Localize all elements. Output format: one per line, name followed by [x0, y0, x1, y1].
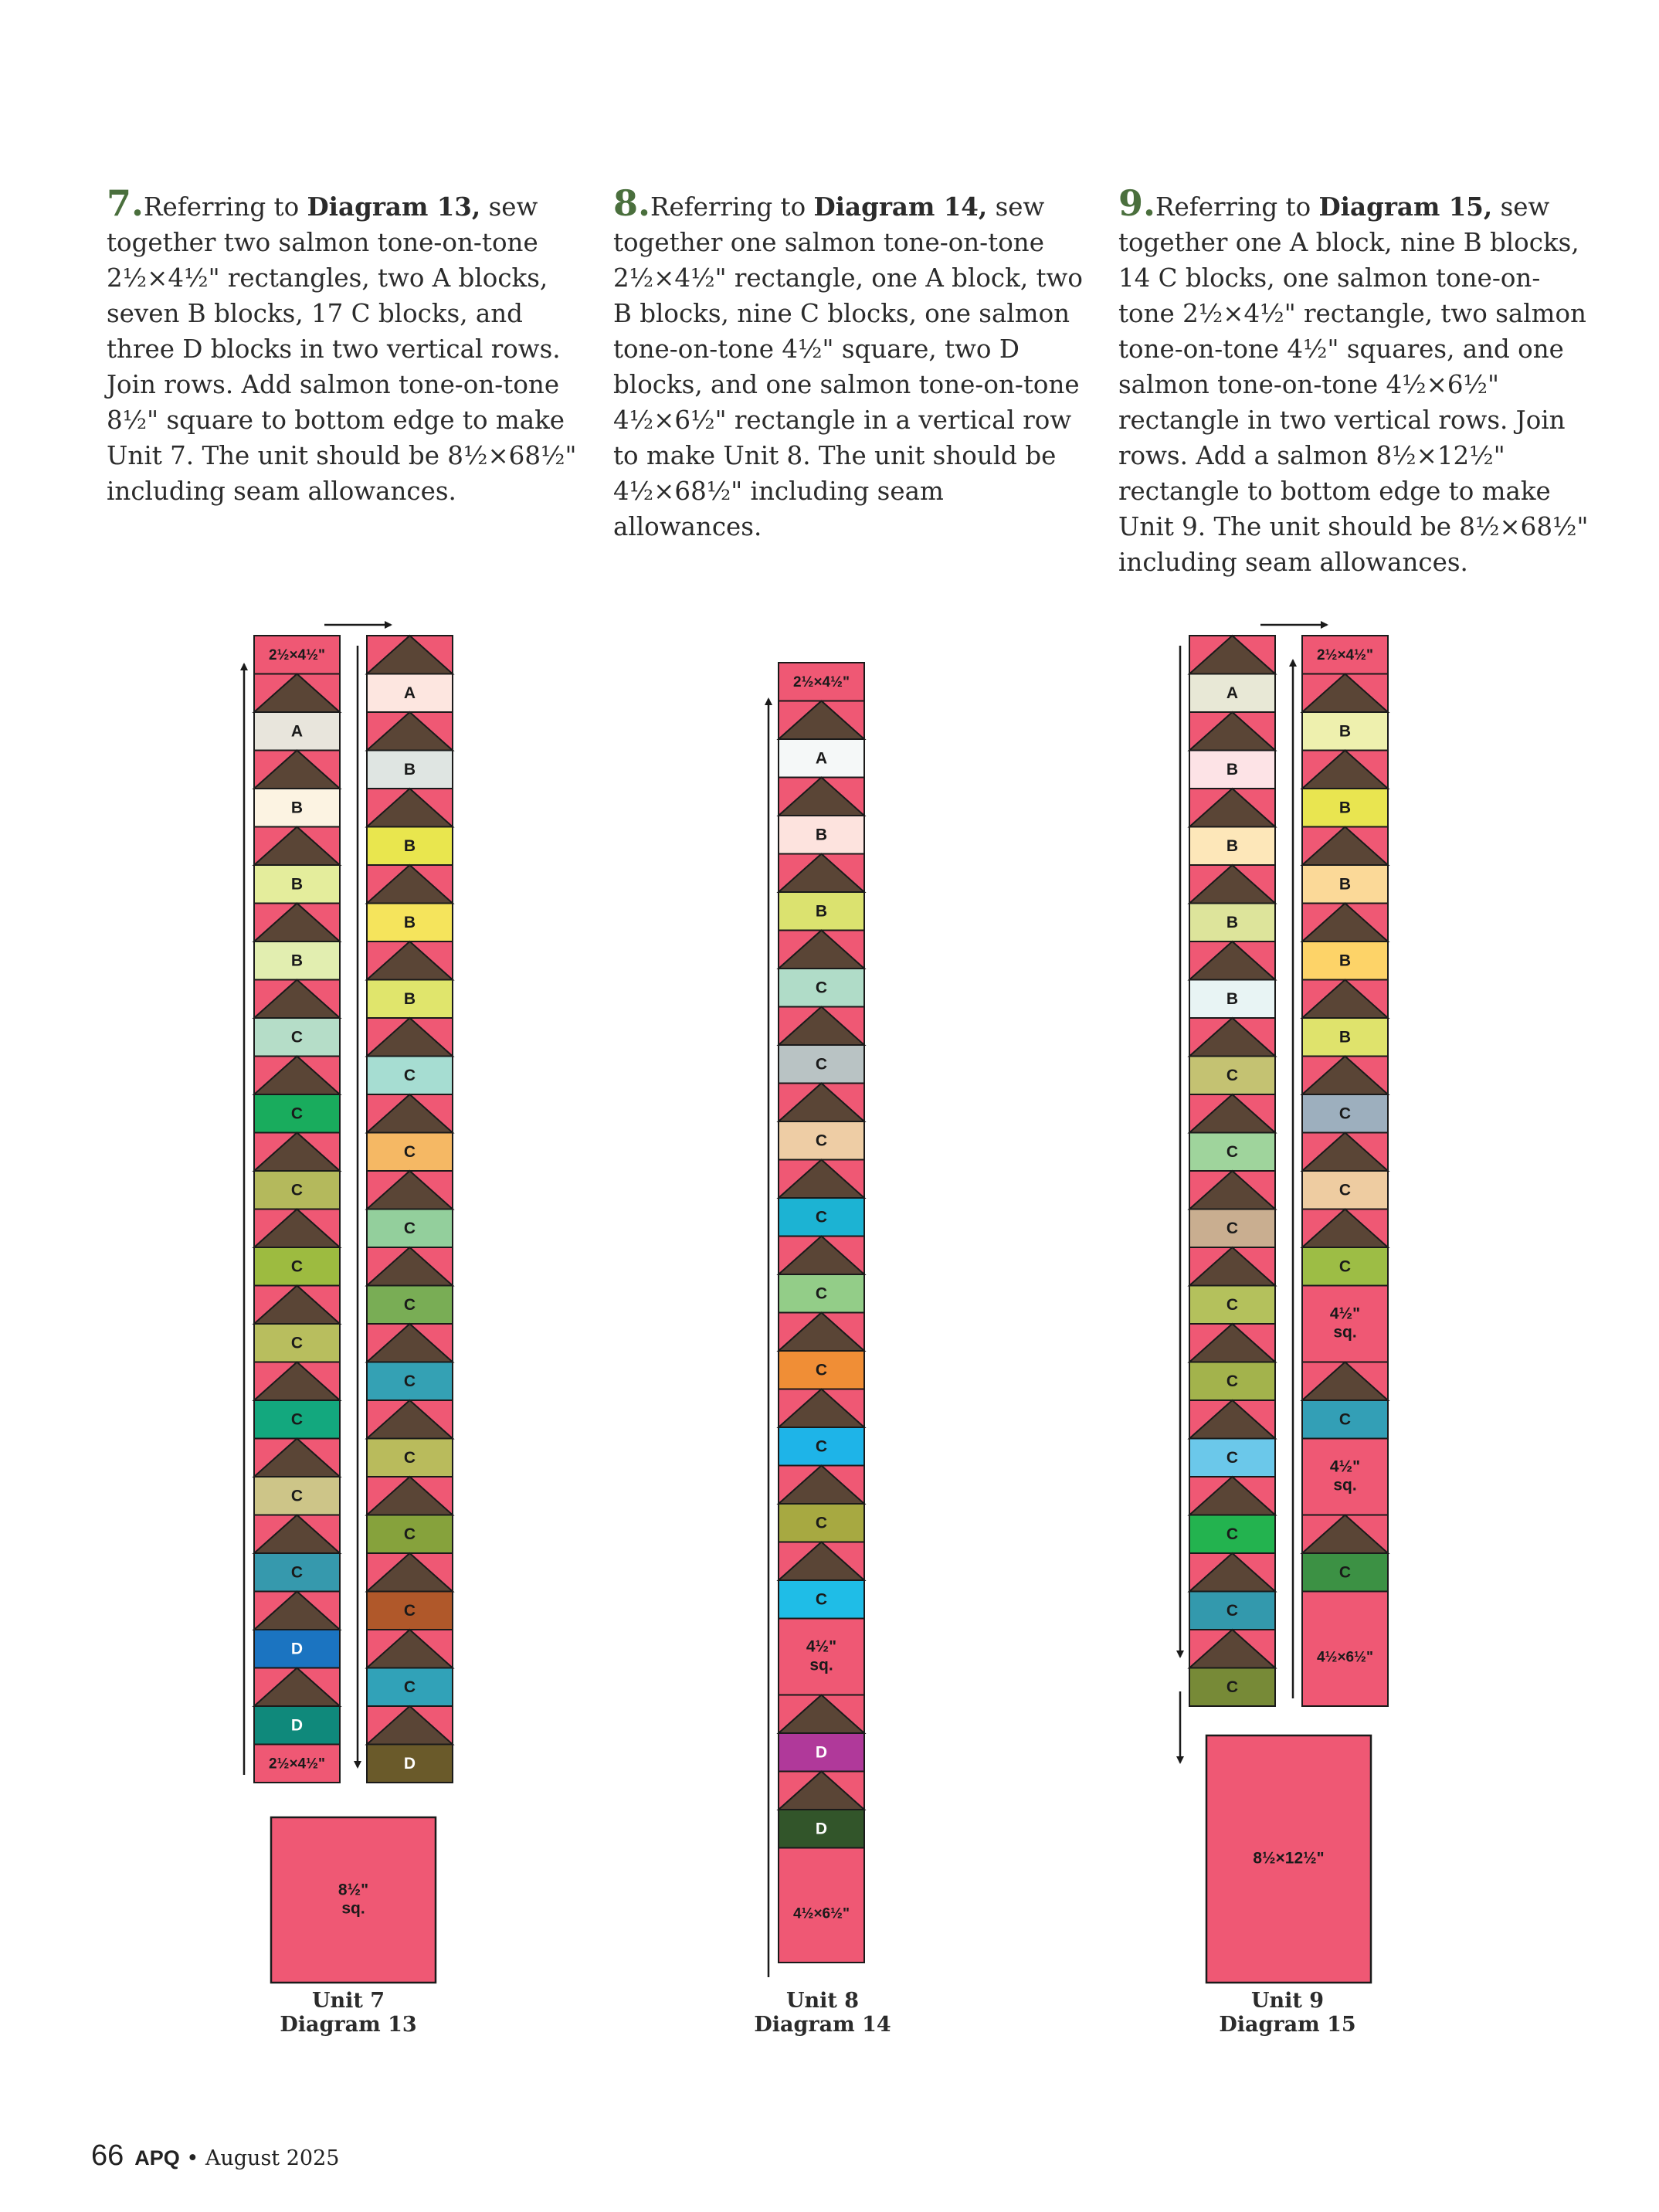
block-letter: C	[1338, 1410, 1352, 1429]
flying-geese-block-c	[367, 1171, 453, 1247]
block-letter: C	[1226, 1142, 1239, 1161]
block-letter: B	[1226, 913, 1239, 931]
flying-geese-block-c	[1189, 1400, 1275, 1477]
piece-size-label: 8½×12½"	[1253, 1849, 1325, 1868]
block-letter: C	[1226, 1448, 1239, 1467]
block-letter: C	[403, 1295, 416, 1314]
flying-geese-block-c	[367, 1018, 453, 1094]
flying-geese-block-c	[367, 1247, 453, 1324]
diagram-title: Diagram 14	[754, 2013, 891, 2037]
block-letter: B	[1338, 722, 1352, 741]
unit-label: Unit 7	[311, 1989, 385, 2013]
flying-geese-block-c	[254, 1133, 340, 1209]
block-letter: C	[403, 1601, 416, 1620]
piece-size-label: sq.	[1333, 1323, 1357, 1342]
salmon-rectangle-4-5x6-5	[779, 1848, 864, 1963]
block-letter: C	[815, 1590, 828, 1609]
block-letter: C	[290, 1028, 304, 1047]
diagram-15-caption	[1148, 1989, 1427, 2037]
block-letter: C	[290, 1257, 304, 1276]
block-letter: D	[290, 1640, 304, 1658]
step-text: sew together two salmon tone-on-tone 2½×4½" rectangles, two A blocks, seven B blocks, 17 C blocks, and three D blocks in two vertical rows. Join rows. Add salmon tone-on-tone 8½" square to bottom edge to make Unit 7. The unit should be 8½×68½" including seam allowances.	[107, 192, 577, 506]
step-number: 7.	[107, 182, 144, 224]
flying-geese-block-b	[367, 712, 453, 789]
block-letter: C	[815, 1284, 828, 1303]
diagram-reference: Diagram 13,	[307, 192, 481, 222]
piece-size-label: 2½×4½"	[1317, 646, 1373, 663]
step-number: 9.	[1118, 182, 1156, 224]
flying-geese-block-c	[779, 1007, 864, 1084]
flying-geese-block-c	[779, 1084, 864, 1160]
piece-size-label: sq.	[1333, 1476, 1357, 1494]
block-letter: D	[403, 1754, 416, 1773]
block-letter: C	[290, 1563, 304, 1582]
piece-size-label: 2½×4½"	[793, 673, 850, 690]
flying-geese-block-b	[1302, 904, 1388, 980]
block-letter: C	[403, 1219, 416, 1237]
diagram-14	[768, 663, 864, 1977]
flying-geese-block-c	[1189, 1018, 1275, 1094]
page-number: 66	[91, 2139, 124, 2172]
flying-geese-block-c	[1189, 1630, 1275, 1706]
step-text: sew together one salmon tone-on-tone 2½×4½" rectangle, one A block, two B blocks, nine C blocks, one salmon tone-on-tone 4½" square, two D blocks, and one salmon tone-on-tone 4½×6½" rectangle in a vertical row to make Unit 8. The unit should be 4½×68½" including seam allowances.	[613, 192, 1083, 541]
flying-geese-block-c	[779, 1160, 864, 1237]
flying-geese-block-c	[1189, 1477, 1275, 1553]
flying-geese-block-c	[367, 1553, 453, 1630]
flying-geese-block-c	[1302, 1362, 1388, 1439]
flying-geese-block-c	[254, 1362, 340, 1439]
salmon-square-4-5	[779, 1619, 864, 1695]
flying-geese-block-c	[1302, 1133, 1388, 1209]
piece-size-label: 4½"	[1329, 1457, 1361, 1476]
unit-label: Unit 9	[1250, 1989, 1325, 2013]
flying-geese-block-c	[254, 1057, 340, 1133]
flying-geese-block-b	[1302, 980, 1388, 1057]
flying-geese-block-c	[1189, 1171, 1275, 1247]
block-letter: C	[815, 1437, 828, 1456]
block-letter: B	[815, 826, 828, 844]
flying-geese-block-b	[254, 751, 340, 827]
piece-size-label: 4½"	[806, 1637, 837, 1656]
block-letter: B	[290, 952, 304, 970]
flying-geese-block-b	[1302, 674, 1388, 751]
flying-geese-block-a	[367, 636, 453, 712]
diagram-14-caption	[684, 1989, 962, 2037]
flying-geese-block-c	[367, 1630, 453, 1706]
block-letter: A	[290, 722, 304, 741]
salmon-rectangle-2-5x4-5	[254, 636, 340, 674]
block-letter: C	[1226, 1219, 1239, 1237]
block-letter: C	[1226, 1601, 1239, 1620]
block-letter: B	[1338, 799, 1352, 817]
flying-geese-block-c	[254, 980, 340, 1057]
block-letter: B	[815, 902, 828, 921]
block-letter: C	[1226, 1295, 1239, 1314]
block-letter: B	[1226, 836, 1239, 855]
block-letter: C	[1338, 1563, 1352, 1582]
flying-geese-block-c	[1302, 1515, 1388, 1592]
block-letter: B	[1338, 952, 1352, 970]
block-letter: D	[290, 1716, 304, 1735]
flying-geese-block-c	[1189, 1247, 1275, 1324]
flying-geese-block-b	[1189, 712, 1275, 789]
step-lead: Referring to	[650, 192, 814, 222]
flying-geese-block-c	[1189, 1553, 1275, 1630]
flying-geese-block-a	[1189, 636, 1275, 712]
salmon-rectangle-2-5x4-5	[779, 663, 864, 701]
salmon-bottom-piece	[271, 1817, 436, 1983]
block-letter: B	[1226, 760, 1239, 779]
block-letter: D	[815, 1820, 828, 1838]
step-lead: Referring to	[1155, 192, 1319, 222]
diagram-13-caption	[209, 1989, 487, 2037]
block-letter: C	[1338, 1257, 1352, 1276]
piece-size-label: sq.	[809, 1656, 833, 1674]
flying-geese-block-c	[367, 1094, 453, 1171]
salmon-rectangle-2-5x4-5	[254, 1745, 340, 1783]
salmon-bottom-piece	[1206, 1735, 1371, 1983]
block-letter: C	[1338, 1104, 1352, 1123]
flying-geese-block-c	[254, 1286, 340, 1362]
block-letter: C	[1226, 1066, 1239, 1084]
block-letter: C	[403, 1066, 416, 1084]
flying-geese-block-c	[1189, 1094, 1275, 1171]
block-letter: B	[1226, 989, 1239, 1008]
diagram-reference: Diagram 14,	[813, 192, 988, 222]
flying-geese-block-c	[779, 1542, 864, 1619]
block-letter: C	[1338, 1181, 1352, 1199]
flying-geese-block-c	[367, 1477, 453, 1553]
block-letter: D	[815, 1743, 828, 1762]
flying-geese-block-b	[1302, 827, 1388, 904]
block-letter: C	[1226, 1678, 1239, 1696]
diagram-13	[244, 625, 453, 1983]
flying-geese-block-b	[367, 789, 453, 865]
salmon-square-4-5	[1302, 1286, 1388, 1362]
flying-geese-block-c	[1302, 1209, 1388, 1286]
piece-size-label: 4½×6½"	[793, 1905, 850, 1922]
block-letter: A	[815, 749, 828, 768]
flying-geese-block-b	[1189, 941, 1275, 1018]
piece-size-label: 2½×4½"	[269, 646, 325, 663]
block-letter: C	[403, 1448, 416, 1467]
flying-geese-block-b	[779, 778, 864, 854]
flying-geese-block-c	[779, 1237, 864, 1313]
block-letter: C	[1226, 1525, 1239, 1543]
flying-geese-block-c	[779, 1313, 864, 1389]
block-letter: B	[403, 836, 416, 855]
block-letter: C	[815, 1208, 828, 1226]
flying-geese-block-b	[1189, 865, 1275, 941]
flying-geese-block-b	[254, 827, 340, 904]
piece-size-label: 4½×6½"	[1317, 1649, 1373, 1666]
flying-geese-block-a	[779, 701, 864, 778]
flying-geese-block-d	[367, 1706, 453, 1783]
flying-geese-block-d	[254, 1592, 340, 1668]
footer-separator: •	[179, 2146, 205, 2170]
diagram-reference: Diagram 15,	[1318, 192, 1493, 222]
step-number: 8.	[613, 182, 651, 224]
block-letter: B	[290, 799, 304, 817]
block-letter: C	[815, 1514, 828, 1532]
flying-geese-block-b	[367, 941, 453, 1018]
piece-size-label: 4½"	[1329, 1304, 1361, 1323]
block-letter: B	[403, 989, 416, 1008]
block-letter: C	[290, 1181, 304, 1199]
flying-geese-block-a	[254, 674, 340, 751]
block-letter: C	[403, 1142, 416, 1161]
publication-name: APQ	[134, 2146, 180, 2170]
block-letter: C	[815, 1131, 828, 1150]
diagram-title: Diagram 15	[1219, 2013, 1356, 2037]
flying-geese-block-c	[779, 1389, 864, 1466]
flying-geese-block-c	[779, 1466, 864, 1542]
flying-geese-block-d	[779, 1772, 864, 1848]
block-letter: C	[290, 1104, 304, 1123]
flying-geese-block-b	[367, 865, 453, 941]
block-letter: C	[815, 979, 828, 997]
flying-geese-block-d	[254, 1668, 340, 1745]
block-letter: C	[290, 1334, 304, 1352]
flying-geese-block-b	[779, 854, 864, 931]
block-letter: A	[403, 684, 416, 702]
piece-size-label: 8½"	[338, 1881, 369, 1899]
unit-label: Unit 8	[785, 1989, 860, 2013]
flying-geese-block-c	[254, 1209, 340, 1286]
block-letter: C	[290, 1410, 304, 1429]
block-letter: B	[403, 913, 416, 931]
flying-geese-block-b	[1302, 751, 1388, 827]
block-letter: C	[1226, 1372, 1239, 1390]
step-lead: Referring to	[144, 192, 307, 222]
flying-geese-block-b	[1189, 789, 1275, 865]
piece-size-label: 2½×4½"	[269, 1756, 325, 1773]
block-letter: C	[403, 1372, 416, 1390]
block-letter: C	[815, 1055, 828, 1074]
salmon-rectangle-4-5x6-5	[1302, 1592, 1388, 1707]
block-letter: C	[403, 1525, 416, 1543]
salmon-rectangle-2-5x4-5	[1302, 636, 1388, 674]
flying-geese-block-c	[254, 1515, 340, 1592]
flying-geese-block-c	[1302, 1057, 1388, 1133]
flying-geese-block-d	[779, 1695, 864, 1772]
block-letter: B	[403, 760, 416, 779]
block-letter: A	[1226, 684, 1239, 702]
diagram-15	[1180, 625, 1388, 1983]
flying-geese-block-b	[254, 904, 340, 980]
step-text: sew together one A block, nine B blocks, 14 C blocks, one salmon tone-on-tone 2½×4½" rectangle, two salmon tone-on-tone 4½" squares, and one salmon tone-on-tone 4½×6½" rectangle in two vertical rows. Join rows. Add a salmon 8½×12½" rectangle to bottom edge to make Unit 9. The unit should be 8½×68½" including seam allowances.	[1118, 192, 1589, 577]
flying-geese-block-c	[1189, 1324, 1275, 1400]
block-letter: B	[290, 875, 304, 894]
block-letter: B	[1338, 875, 1352, 894]
page-footer	[91, 2139, 339, 2173]
flying-geese-block-c	[367, 1400, 453, 1477]
flying-geese-block-c	[254, 1439, 340, 1515]
block-letter: B	[1338, 1028, 1352, 1047]
issue-date: August 2025	[205, 2146, 340, 2170]
salmon-square-4-5	[1302, 1439, 1388, 1515]
block-letter: C	[290, 1487, 304, 1505]
block-letter: C	[815, 1361, 828, 1379]
block-letter: C	[403, 1678, 416, 1696]
piece-size-label: sq.	[341, 1899, 365, 1918]
diagram-title: Diagram 13	[280, 2013, 417, 2037]
flying-geese-block-c	[779, 931, 864, 1007]
flying-geese-block-c	[367, 1324, 453, 1400]
